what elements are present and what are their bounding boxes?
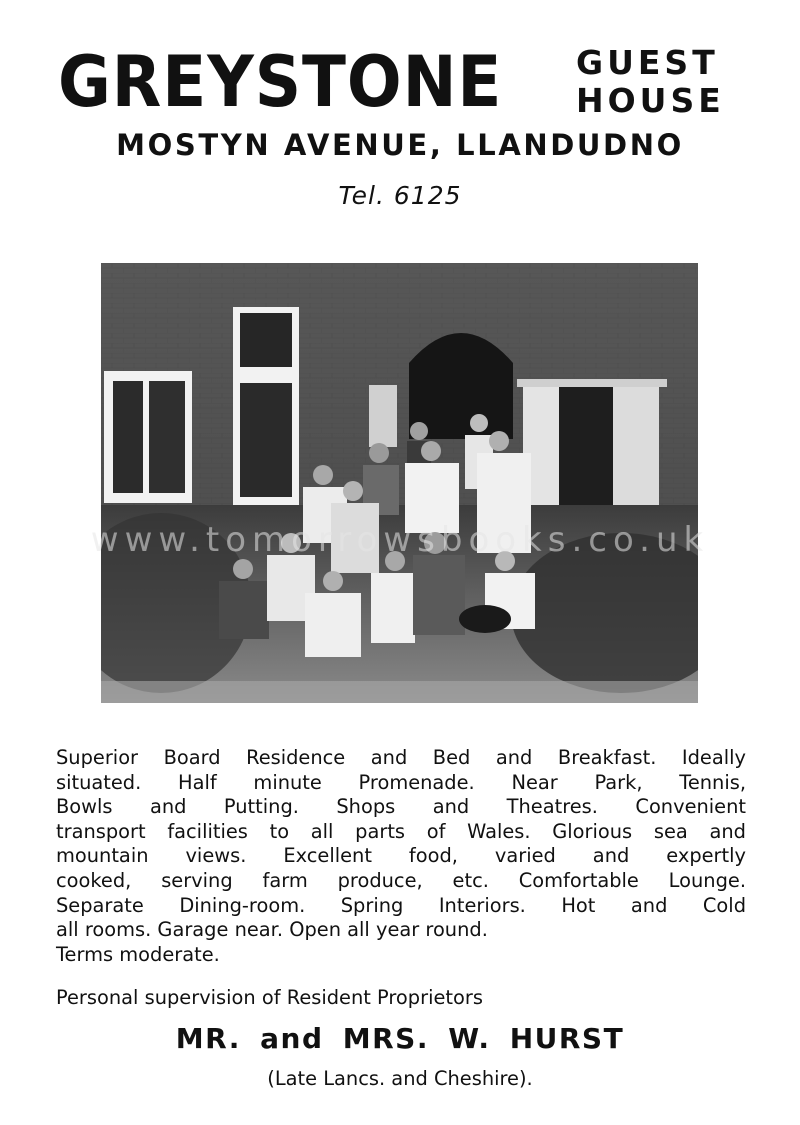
business-type-line-2: HOUSE — [576, 81, 725, 120]
description-line: all rooms. Garage near. Open all year round. — [56, 918, 488, 942]
proprietor-names: MR. and MRS. W. HURST — [175, 1022, 625, 1055]
watermark: www.tomorrowsbooks.co.uk — [90, 520, 710, 560]
description-line: situated. Half minute Promenade. Near Park, Tennis, — [56, 770, 746, 794]
description-line: cooked, serving farm produce, etc. Comfortable Lounge. — [56, 868, 746, 892]
description-line: Separate Dining-room. Spring Interiors. Hot and Cold — [56, 893, 746, 917]
proprietor-origin: (Late Lancs. and Cheshire). — [267, 1067, 533, 1090]
supervision-note: Personal supervision of Resident Proprietors — [56, 986, 483, 1009]
telephone-number: Tel. 6125 — [338, 181, 462, 210]
guest-house-photo — [101, 263, 698, 703]
description-line: Bowls and Putting. Shops and Theatres. Convenient — [56, 795, 746, 819]
street-address: MOSTYN AVENUE, LLANDUDNO — [116, 128, 684, 162]
business-name: GREYSTONE — [58, 41, 503, 123]
description-line: mountain views. Excellent food, varied and expertly — [56, 844, 746, 868]
description — [56, 746, 746, 967]
description-line: transport facilities to all parts of Wales. Glorious sea and — [56, 819, 746, 843]
masthead — [58, 40, 758, 130]
description-line: Terms moderate. — [56, 942, 220, 966]
business-type-line-1: GUEST — [576, 43, 719, 82]
business-type — [576, 44, 725, 120]
description-line: Superior Board Residence and Bed and Breakfast. Ideally — [56, 746, 746, 769]
door-pillar — [369, 385, 397, 447]
photo-illustration — [101, 263, 698, 703]
porch-pillar-right — [613, 383, 659, 515]
arched-doorway — [409, 333, 513, 439]
